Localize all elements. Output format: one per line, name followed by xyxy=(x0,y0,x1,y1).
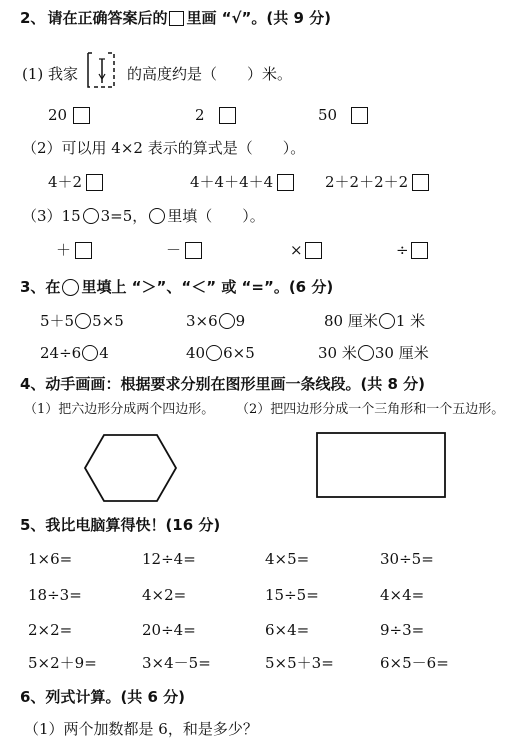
q6-heading: 6、列式计算。(共 6 分) xyxy=(20,688,186,706)
checkbox[interactable] xyxy=(185,242,202,259)
q2-s3-option xyxy=(56,242,92,259)
compare-item xyxy=(40,345,109,361)
q2-s2-option xyxy=(190,174,294,191)
compare-left: 40 xyxy=(186,343,206,362)
checkbox[interactable] xyxy=(73,107,90,124)
compare-item xyxy=(318,345,429,361)
checkbox[interactable] xyxy=(75,242,92,259)
calc-item: 2×2= xyxy=(28,621,73,639)
q2-heading-post: 里画 “√”。(共 9 分) xyxy=(186,9,331,27)
hexagon-figure[interactable] xyxy=(80,430,180,510)
checkbox[interactable] xyxy=(412,174,429,191)
checkbox[interactable] xyxy=(219,107,236,124)
compare-circle[interactable] xyxy=(82,345,98,361)
q2-s1-option xyxy=(195,107,236,124)
calc-item: 4×2= xyxy=(142,586,187,604)
q2-s1-opt3-label: 50 xyxy=(318,106,338,124)
compare-item xyxy=(186,313,245,329)
checkbox[interactable] xyxy=(411,242,428,259)
q2-s2-text: （2）可以用 4×2 表示的算式是（ ）。 xyxy=(22,139,306,157)
compare-circle[interactable] xyxy=(219,313,235,329)
compare-right: 1 米 xyxy=(395,311,426,330)
q3-heading xyxy=(20,279,333,296)
compare-item xyxy=(40,313,124,329)
q3-heading-pre: 3、在 xyxy=(20,278,61,296)
door-icon xyxy=(80,47,126,93)
q2-s3-post: 里填（ ）。 xyxy=(167,206,265,225)
checkbox[interactable] xyxy=(277,174,294,191)
q2-s3-text xyxy=(22,208,265,224)
q5-heading: 5、我比电脑算得快！(16 分) xyxy=(20,516,221,534)
q2-s1-option xyxy=(318,107,368,124)
compare-left: 3×6 xyxy=(186,311,218,330)
q2-s3-mid: 3=5， xyxy=(100,206,148,225)
rectangle-figure[interactable] xyxy=(312,428,452,502)
q2-s2-opt1-label: 4＋2 xyxy=(48,173,83,191)
calc-item: 20÷4= xyxy=(142,621,196,639)
calc-item: 5×2＋9= xyxy=(28,654,97,672)
compare-left: 24÷6 xyxy=(40,343,82,362)
blank-circle-icon xyxy=(149,208,165,224)
compare-circle[interactable] xyxy=(358,345,374,361)
calc-item: 18÷3= xyxy=(28,586,82,604)
blank-circle-icon xyxy=(62,279,79,296)
q4-sub1: （1）把六边形分成两个四边形。 xyxy=(24,402,215,417)
q2-s3-pre: （3）15 xyxy=(22,206,81,225)
q2-s2-opt3-label: 2＋2＋2＋2 xyxy=(325,173,409,191)
q6-sub1: （1）两个加数都是 6，和是多少？ xyxy=(24,720,258,738)
q2-s1-pre: (1) 我家 xyxy=(22,65,79,83)
q2-s3-opt2-label: － xyxy=(166,241,182,259)
checkbox[interactable] xyxy=(305,242,322,259)
q2-s3-opt1-label: ＋ xyxy=(56,241,72,259)
q2-s1-opt1-label: 20 xyxy=(48,106,68,124)
q2-s3-opt3-label: × xyxy=(290,241,303,259)
calc-item: 5×5＋3= xyxy=(265,654,334,672)
calc-item: 12÷4= xyxy=(142,550,196,568)
calc-item: 3×4－5= xyxy=(142,654,211,672)
q2-s3-option xyxy=(166,242,202,259)
q2-heading-pre: 请在正确答案后的 xyxy=(47,9,168,27)
q2-s2-option xyxy=(325,174,429,191)
q2-s2-opt2-label: 4＋4＋4＋4 xyxy=(190,173,274,191)
q2-s3-option xyxy=(396,242,428,259)
q2-s1-post: 的高度约是（ ）米。 xyxy=(127,65,293,83)
q4-sub2: （2）把四边形分成一个三角形和一个五边形。 xyxy=(236,402,505,417)
q2-s3-option xyxy=(290,242,322,259)
compare-item xyxy=(186,345,255,361)
q2-s1-option xyxy=(48,107,90,124)
compare-right: 5×5 xyxy=(92,311,124,330)
compare-right: 6×5 xyxy=(223,343,255,362)
compare-right: 30 厘米 xyxy=(374,343,429,362)
calc-item: 1×6= xyxy=(28,550,73,568)
compare-circle[interactable] xyxy=(206,345,222,361)
q2-s3-opt4-label: ÷ xyxy=(396,241,409,259)
answer-box-icon xyxy=(169,11,184,26)
calc-item: 4×5= xyxy=(265,550,310,568)
compare-circle[interactable] xyxy=(75,313,91,329)
q2-s2-option xyxy=(48,174,103,191)
compare-left: 5＋5 xyxy=(40,311,75,330)
compare-circle[interactable] xyxy=(379,313,395,329)
compare-item xyxy=(324,313,425,329)
blank-circle-icon xyxy=(83,208,99,224)
q2-heading-num: 2、 xyxy=(20,9,46,27)
calc-item: 4×4= xyxy=(380,586,425,604)
q4-heading: 4、动手画画：根据要求分别在图形里画一条线段。(共 8 分) xyxy=(20,375,426,393)
calc-item: 9÷3= xyxy=(380,621,425,639)
checkbox[interactable] xyxy=(86,174,103,191)
calc-item: 30÷5= xyxy=(380,550,434,568)
calc-item: 6×4= xyxy=(265,621,310,639)
calc-item: 6×5－6= xyxy=(380,654,449,672)
calc-item: 15÷5= xyxy=(265,586,319,604)
compare-right: 4 xyxy=(99,343,109,362)
compare-left: 80 厘米 xyxy=(324,311,378,330)
compare-right: 9 xyxy=(235,311,246,330)
q2-s1-opt2-label: 2 xyxy=(195,106,205,124)
q3-heading-post: 里填上 “＞”、“＜” 或 “=”。(6 分) xyxy=(81,278,334,296)
compare-left: 30 米 xyxy=(318,343,357,362)
checkbox[interactable] xyxy=(351,107,368,124)
q2-heading xyxy=(20,11,331,26)
